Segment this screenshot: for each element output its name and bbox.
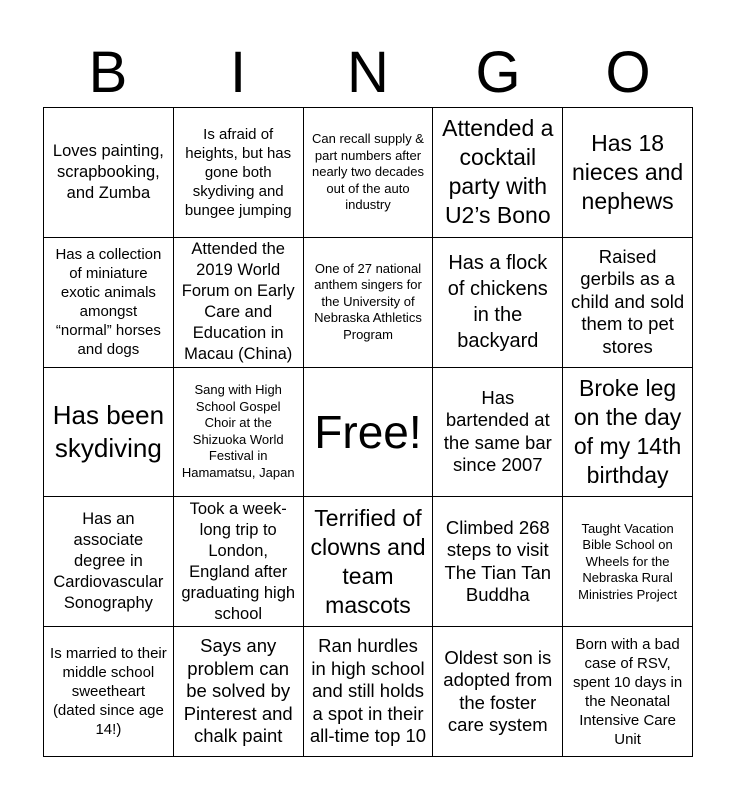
cell-text: Loves painting, scrapbooking, and Zumba: [52, 141, 164, 202]
bingo-cell-g1[interactable]: [433, 108, 563, 238]
free-space[interactable]: [304, 368, 434, 498]
cell-text: Climbed 268 steps to visit The Tian Tan Buddha: [444, 516, 552, 606]
bingo-header: [43, 40, 693, 106]
bingo-board: [43, 107, 693, 757]
cell-text: Oldest son is adopted from the foster care system: [443, 646, 553, 736]
bingo-cell-n1[interactable]: [304, 108, 434, 238]
bingo-cell-i2[interactable]: [174, 238, 304, 368]
cell-text: Has been skydiving: [52, 399, 165, 463]
cell-text: Has bartended at the same bar since 2007: [443, 386, 552, 476]
header-letter-n: N: [347, 40, 389, 105]
bingo-cell-i5[interactable]: [174, 627, 304, 757]
cell-text: Born with a bad case of RSV, spent 10 days in the Neonatal Intensive Care Unit: [572, 635, 683, 748]
bingo-cell-b5[interactable]: [44, 627, 174, 757]
cell-text: Took a week-long trip to London, England after graduating high school: [181, 499, 296, 623]
bingo-cell-n5[interactable]: [304, 627, 434, 757]
bingo-cell-o3[interactable]: [563, 368, 693, 498]
header-letter-o: O: [605, 40, 651, 105]
bingo-cell-g3[interactable]: [433, 368, 563, 498]
cell-text: Sang with High School Gospel Choir at the Shizuoka World Festival in Hamamatsu, Japan: [181, 382, 295, 480]
bingo-cell-b1[interactable]: [44, 108, 174, 238]
bingo-cell-n2[interactable]: [304, 238, 434, 368]
cell-text: Taught Vacation Bible School on Wheels for the Nebraska Rural Ministries Project: [578, 520, 678, 602]
bingo-cell-i3[interactable]: [174, 368, 304, 498]
bingo-cell-g2[interactable]: [433, 238, 563, 368]
cell-text: Has a flock of chickens in the backyard: [447, 252, 548, 353]
bingo-cell-b3[interactable]: [44, 368, 174, 498]
bingo-cell-o1[interactable]: [563, 108, 693, 238]
cell-text: Attended the 2019 World Forum on Early Care and Education in Macau (China): [181, 240, 295, 364]
cell-text: Terrified of clowns and team mascots: [310, 504, 426, 618]
cell-text: Ran hurdles in high school and still holds a spot in their all-time top 10: [309, 635, 427, 747]
bingo-cell-n4[interactable]: [304, 497, 434, 627]
bingo-cell-b4[interactable]: [44, 497, 174, 627]
free-space-label: Free!: [314, 405, 422, 458]
header-letter-i: I: [229, 40, 247, 105]
cell-text: Has a collection of miniature exotic animals amongst “normal” horses and dogs: [55, 246, 162, 359]
cell-text: Is married to their middle school sweetheart (dated since age 14!): [50, 645, 167, 739]
cell-text: Has 18 nieces and nephews: [571, 129, 684, 214]
header-letter-b: B: [88, 40, 128, 105]
cell-text: Attended a cocktail party with U2’s Bono: [442, 115, 554, 229]
bingo-cell-g4[interactable]: [433, 497, 563, 627]
cell-text: Broke leg on the day of my 14th birthday: [573, 374, 682, 488]
bingo-cell-i1[interactable]: [174, 108, 304, 238]
bingo-cell-i4[interactable]: [174, 497, 304, 627]
bingo-cell-o4[interactable]: [563, 497, 693, 627]
cell-text: Raised gerbils as a child and sold them to pet stores: [571, 245, 685, 357]
cell-text: Says any problem can be solved by Pinterest and chalk paint: [183, 635, 293, 747]
bingo-cell-o2[interactable]: [563, 238, 693, 368]
cell-text: Can recall supply & part numbers after nearly two decades out of the auto industry: [311, 131, 424, 213]
bingo-cell-o5[interactable]: [563, 627, 693, 757]
cell-text: One of 27 national anthem singers for the University of Nebraska Athletics Program: [314, 260, 422, 342]
cell-text: Is afraid of heights, but has gone both skydiving and bungee jumping: [184, 125, 292, 219]
bingo-cell-b2[interactable]: [44, 238, 174, 368]
cell-text: Has an associate degree in Cardiovascular Sonography: [53, 510, 164, 613]
bingo-cell-g5[interactable]: [433, 627, 563, 757]
header-letter-g: G: [475, 40, 521, 105]
